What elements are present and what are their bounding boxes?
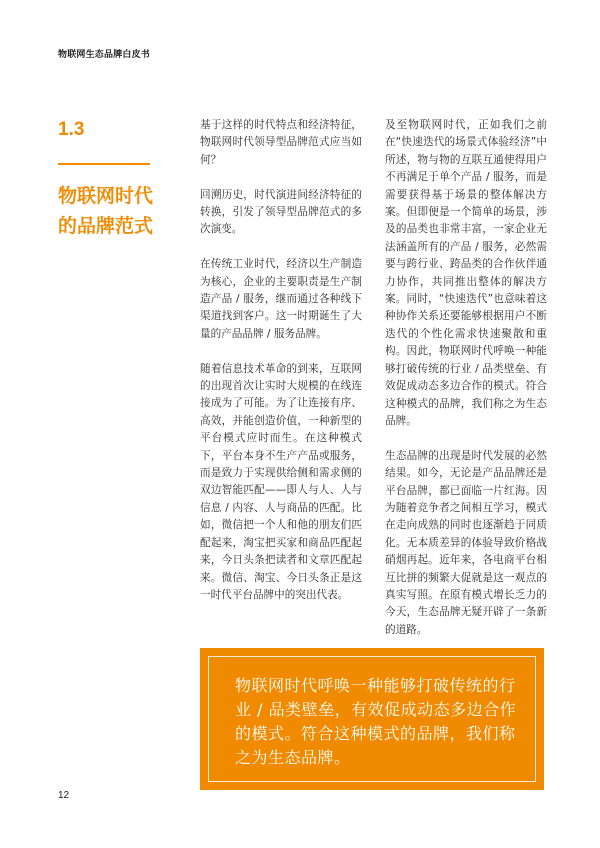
pull-quote-text: 物联网时代呼唤一种能够打破传统的行业 / 品类壁垒，有效促成动态多边合作的模式。符合这种模式的品牌，我们称之为生态品牌。: [208, 656, 536, 782]
paragraph: 及至物联网时代，正如我们之前在“快速迭代的场景式体验经济”中所述，物与物的互联互通使得用户不再满足于单个产品 / 服务，而是需要获得基于场景的整体解决方案。但即便是一个简单的场景，涉及的品类也非常丰富，一家企业无法涵盖所有的产品 / 服务，必然需要与跨行业、跨品类的合作伙伴通力协作，共同推出整体的解决方案。同时，“快速迭代”也意味着这种协作关系还要能够根据用户不断迭代的个性化需求快速聚散和重构。因此，物联网时代呼唤一种能够打破传统的行业 / 品类壁垒、有效促成动态多边合作的模式。符合这种模式的品牌，我们称之为生态品牌。: [385, 119, 547, 427]
paragraph: 在传统工业时代，经济以生产制造为核心，企业的主要职责是生产制造产品 / 服务，继而通过各种线下渠道找到客户。这一时期诞生了大量的产品品牌 / 服务品牌。: [200, 258, 362, 340]
body-column-right: [385, 117, 547, 657]
section-title: 物联网时代的品牌范式: [58, 185, 154, 237]
paragraph: 基于这样的时代特点和经济特征，物联网时代领导型品牌范式应当如何？: [200, 119, 362, 166]
paragraph: 随着信息技术革命的到来，互联网的出现首次让实时大规模的在线连接成为了可能。为了让连接有序、高效，并能创造价值，一种新型的平台模式应时而生。在这种模式下，平台本身不生产产品或服务，而是致力于实现供给侧和需求侧的双边智能匹配——即人与人、人与信息 / 内容、人与商品的匹配。比如，微信把一个人和他的朋友们匹配起来，淘宝把买家和商品匹配起来，今日头条把读者和文章匹配起来。微信、淘宝、今日头条正是这一时代平台品牌中的突出代表。: [200, 362, 362, 601]
body-column-left: [200, 117, 362, 622]
section-divider: [58, 163, 150, 165]
paragraph: 回溯历史，时代演进间经济特征的转换，引发了领导型品牌范式的多次演变。: [200, 188, 362, 236]
page-number: 12: [58, 790, 70, 801]
section-number: 1.3: [58, 119, 85, 140]
paragraph: 生态品牌的出现是时代发展的必然结果。如今，无论是产品品牌还是平台品牌，都已面临一片红海。因为随着竞争者之间相互学习，模式在走向成熟的同时也逐渐趋于同质化。无本质差异的体验导致价格战硝烟再起。近年来，各电商平台相互比拼的频繁大促就是这一观点的真实写照。在原有模式增长乏力的今天，生态品牌无疑开辟了一条新的道路。: [385, 449, 547, 636]
pull-quote-box: [200, 648, 544, 790]
document-header-title: 物联网生态品牌白皮书: [58, 50, 151, 60]
